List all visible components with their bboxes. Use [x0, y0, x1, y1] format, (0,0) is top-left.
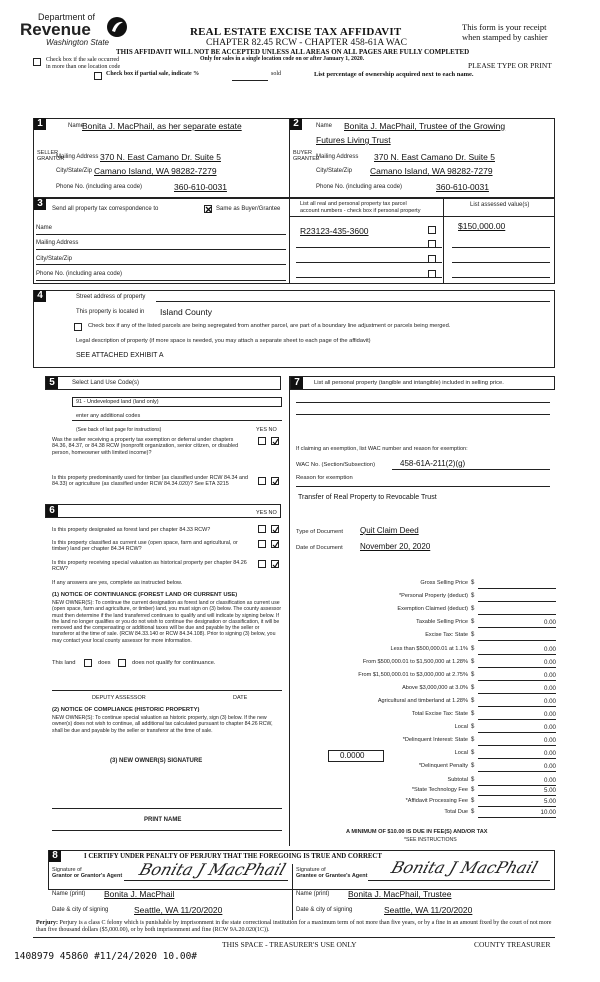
tax-row-value: 0.00 — [543, 776, 556, 784]
s6-question-3: Is this property receiving special valuation as historical property per chapter 84.26 RCW? — [52, 560, 247, 573]
s6-q2-yes[interactable] — [258, 540, 266, 548]
parcel-line-2[interactable] — [296, 247, 442, 248]
tax-row-value: 0.00 — [543, 750, 556, 758]
exhibit-field[interactable]: SEE ATTACHED EXHIBIT A — [76, 352, 164, 359]
corr-mail-label: Mailing Address — [36, 240, 79, 246]
assessor-date-label: DATE — [233, 695, 248, 701]
this-land-label: This land — [52, 660, 76, 666]
personal-property-checkbox-4[interactable] — [428, 270, 436, 278]
partial-percent-line[interactable] — [232, 80, 268, 81]
tax-row-line[interactable] — [478, 588, 556, 589]
tax-dollar-sign: $ — [471, 750, 475, 757]
personal-property-label: List all personal property (tangible and intangible) included in selling price. — [314, 380, 504, 386]
tax-row-line[interactable] — [478, 667, 556, 668]
corr-mail-line[interactable] — [36, 249, 286, 250]
tax-row-label: Less than $500,000.01 at 1.1% — [390, 645, 468, 652]
tax-row-line[interactable] — [478, 795, 556, 796]
personal-property-checkbox-1[interactable] — [428, 226, 436, 234]
wac-label: WAC No. (Section/Subsection) — [296, 462, 376, 468]
tax-dollar-sign: $ — [471, 671, 475, 678]
county-field[interactable]: Island County — [160, 307, 212, 317]
buyer-city-field[interactable]: Camano Island, WA 98282-7279 — [370, 166, 493, 176]
same-as-buyer-label: Same as Buyer/Grantee — [216, 206, 281, 212]
please-type-note: PLEASE TYPE OR PRINT — [468, 61, 552, 70]
notice-compliance-title: (2) NOTICE OF COMPLIANCE (HISTORIC PROPERTY) — [52, 707, 200, 713]
section-6-number: 6 — [46, 505, 58, 517]
tax-dollar-sign: $ — [471, 593, 475, 600]
s6-yes-no: YES NO — [256, 510, 277, 516]
grantor-date-label: Date & city of signing — [52, 907, 109, 913]
corr-name-label: Name — [36, 225, 53, 231]
minimum-fee-note: A MINIMUM OF $10.00 IS DUE IN FEE(S) AND/OR TAX — [346, 829, 488, 835]
grantor-sig-label: Signature of — [52, 867, 82, 873]
segregated-label: Check box if any of the listed parcels are being segregated from another parcel, are part of a boundary line adjustment or parcels being merged. — [88, 323, 451, 329]
land-does-checkbox[interactable] — [84, 659, 92, 667]
section-8-number: 8 — [49, 850, 61, 862]
dor-logo-icon — [106, 16, 128, 38]
print-name-label: PRINT NAME — [144, 817, 182, 823]
grantee-name-label: Name (print) — [296, 891, 330, 897]
s5-q2-yes[interactable] — [258, 477, 266, 485]
assessed-divider — [443, 198, 444, 284]
seller-city-field[interactable]: Camano Island, WA 98282-7279 — [94, 166, 217, 176]
section-7-number: 7 — [291, 377, 303, 389]
reason-line-1[interactable] — [296, 486, 550, 487]
seller-side-label: SELLER GRANTOR — [37, 150, 65, 162]
does-not-label: does not qualify for continuance. — [132, 660, 216, 666]
parcel-line-4[interactable] — [296, 277, 442, 278]
s6-q3-yes[interactable] — [258, 560, 266, 568]
grantor-signature-line[interactable] — [124, 880, 288, 881]
recording-stamp: 1408979 45860 #11/24/2020 10.00# — [14, 951, 198, 962]
tax-row-label: Taxable Selling Price — [416, 619, 468, 626]
tax-row-value: 10.00 — [540, 808, 556, 816]
corr-name-line[interactable] — [36, 234, 286, 235]
corr-city-label: City/State/Zip — [36, 256, 73, 262]
tax-row-line[interactable] — [478, 693, 556, 694]
s5-q1-yes[interactable] — [258, 437, 266, 445]
personal-property-checkbox-3[interactable] — [428, 255, 436, 263]
tax-dollar-sign: $ — [471, 763, 475, 770]
assessed-value-field[interactable]: $150,000.00 — [458, 221, 506, 231]
certify-statement: I CERTIFY UNDER PENALTY OF PERJURY THAT THE FOREGOING IS TRUE AND CORRECT — [84, 853, 382, 860]
seller-phone-label: Phone No. (including area code) — [56, 184, 143, 190]
tax-row-value: 5.00 — [543, 787, 556, 795]
section-3-header-rule — [290, 216, 555, 217]
parcel-number-field[interactable]: R23123-435-3600 — [300, 226, 369, 236]
grantor-signature: Bonita J MacPhail — [136, 860, 289, 879]
if-any-yes-note: If any answers are yes, complete as instructed below. — [52, 580, 183, 586]
deputy-assessor-label: DEPUTY ASSESSOR — [92, 695, 146, 701]
tax-row-label: Total Due — [444, 808, 468, 815]
s5-question-1: Was the seller receiving a property tax exemption or deferral under chapters 84.36, 84.37, or 84.38 RCW (nonprofit organization, senior citizen, or disabled person, homeowner with limited income)? — [52, 437, 239, 456]
tax-dollar-sign: $ — [471, 632, 475, 639]
tax-row-label: Local — [454, 750, 468, 757]
tax-row-value: 0.00 — [543, 619, 556, 627]
grantee-sig-label: Signature of — [296, 867, 326, 873]
tax-local-value: 0.00 — [543, 724, 556, 732]
personal-property-line-2[interactable] — [296, 414, 550, 415]
grantor-name-label: Name (print) — [52, 891, 86, 897]
grantee-signature-line[interactable] — [368, 880, 550, 881]
see-instructions-note: *SEE INSTRUCTIONS — [404, 837, 457, 843]
buyer-name-label: Name — [316, 123, 333, 129]
buyer-mail-label: Mailing Address — [316, 154, 359, 160]
seller-city-label: City/State/Zip — [56, 168, 93, 174]
partial-sale-checkbox[interactable] — [94, 72, 102, 80]
corr-city-line[interactable] — [36, 264, 286, 265]
doc-type-field[interactable]: Quit Claim Deed — [360, 526, 419, 535]
tax-row-label: From $1,500,000.01 to $3,000,000 at 2.75% — [358, 671, 468, 678]
section-8-divider — [292, 864, 293, 920]
tax-dollar-sign: $ — [471, 808, 475, 815]
seller-phone-field[interactable]: 360-610-0031 — [174, 182, 227, 192]
grantee-signature: Bonita J MacPhail — [388, 858, 541, 877]
tax-row-value: 5.00 — [543, 798, 556, 806]
grantor-sig-label-2: Grantor or Grantor's Agent — [52, 873, 123, 879]
grantee-sig-label-2: Grantee or Grantee's Agent — [296, 873, 368, 879]
s5-yes-no: YES NO — [256, 427, 277, 433]
receipt-note: This form is your receipt — [462, 22, 547, 32]
tax-row-line[interactable] — [478, 771, 556, 772]
tax-row-line[interactable] — [478, 758, 556, 759]
grantee-date-field[interactable]: Seattle, WA 11/20/2020 — [384, 905, 473, 915]
notice-continuance-title: (1) NOTICE OF CONTINUANCE (FOREST LAND OR CURRENT USE) — [52, 592, 238, 598]
tax-row-line[interactable] — [478, 614, 556, 615]
s6-q1-no[interactable] — [271, 525, 279, 533]
tax-row-label: *Personal Property (deduct) — [398, 593, 468, 600]
tax-row-label: Gross Selling Price — [420, 580, 468, 586]
grantee-name-field[interactable]: Bonita J. MacPhail, Trustee — [348, 889, 452, 899]
tax-dollar-sign: $ — [471, 658, 475, 665]
buyer-phone-label: Phone No. (including area code) — [316, 184, 403, 190]
land-does-not-checkbox[interactable] — [118, 659, 126, 667]
personal-property-checkbox-2[interactable] — [428, 240, 436, 248]
form-subtitle: CHAPTER 82.45 RCW - CHAPTER 458-61A WAC — [206, 38, 408, 48]
notice-continuance-body: NEW OWNER(S): To continue the current designation as forest land or classification as current use (open space, farm and agriculture, or timber) land, you must sign on (3) below. The county assessor must then determine if the land transferred continues to qualify and will indicate by signing below. If the land no longer qualifies or you do not wish to continue the designation or classification, it will be removed and the compensating or additional taxes will be due and payable by the seller or transferor at the time of sale. (RCW 84.33.140 or RCW 84.34.108). Prior to signing (3) below, you may contact your local county assessor for more information. — [52, 600, 282, 644]
partial-sale-label: Check box if partial sale, indicate % — [106, 71, 200, 77]
tax-row-label: *State Technology Fee — [411, 787, 468, 794]
tax-row-label: Subtotal — [447, 776, 468, 783]
assessed-header: List assessed value(s) — [470, 202, 530, 208]
tax-row-line[interactable] — [478, 719, 556, 720]
print-name-line[interactable] — [52, 830, 282, 831]
tax-row-value: 0.00 — [543, 645, 556, 653]
ownership-note: List percentage of ownership acquired next to each name. — [314, 71, 474, 78]
treasurer-space-label: THIS SPACE - TREASURER'S USE ONLY — [222, 940, 357, 949]
same-as-buyer-checkbox[interactable] — [204, 205, 212, 213]
tax-row-line[interactable] — [478, 680, 556, 681]
tax-row-line[interactable] — [478, 601, 556, 602]
seller-mail-label: Mailing Address — [56, 154, 99, 160]
doc-date-label: Date of Document — [296, 545, 343, 551]
tax-dollar-sign: $ — [471, 645, 475, 652]
logo-dept-text: Department of — [38, 12, 96, 22]
perjury-label: Perjury: — [36, 920, 58, 926]
buyer-mail-field[interactable]: 370 N. East Camano Dr. Suite 5 — [374, 152, 495, 162]
buyer-city-label: City/State/Zip — [316, 168, 353, 174]
tax-row-label: Agricultural and timberland at 1.28% — [377, 697, 468, 704]
section-4-number: 4 — [34, 290, 46, 302]
wac-line — [392, 469, 550, 470]
section-1-number: 1 — [34, 118, 46, 130]
tax-row-label: Above $3,000,000 at 3.0% — [402, 684, 468, 691]
tax-row-line[interactable] — [478, 817, 556, 818]
buyer-side-label: BUYER GRANTEE — [293, 150, 320, 162]
s6-q3-no[interactable] — [271, 560, 279, 568]
tax-dollar-sign: $ — [471, 776, 475, 783]
street-address-label: Street address of property — [76, 294, 146, 300]
tax-row-label: Exemption Claimed (deduct) — [397, 606, 468, 613]
tax-row-value: 0.00 — [543, 711, 556, 718]
located-in-label: This property is located in — [76, 309, 145, 315]
tax-row-line[interactable] — [478, 745, 556, 746]
tax-dollar-sign: $ — [471, 787, 475, 794]
tax-row-line[interactable] — [478, 785, 556, 786]
tax-row-line[interactable] — [478, 654, 556, 655]
s5-q1-no[interactable] — [271, 437, 279, 445]
tax-row-line[interactable] — [478, 640, 556, 641]
buyer-name-field[interactable]: Bonita J. MacPhail, Trustee of the Growing — [344, 121, 506, 131]
logo-state-text: Washington State — [46, 38, 110, 47]
doc-date-field[interactable]: November 20, 2020 — [360, 542, 431, 551]
claiming-exemption-label: If claiming an exemption, list WAC number and reason for exemption: — [296, 446, 468, 452]
tax-row-label: Excise Tax: State — [425, 632, 468, 639]
tax-dollar-sign: $ — [471, 697, 475, 704]
section-2-number: 2 — [290, 118, 302, 130]
logo-revenue-text: Revenue — [20, 20, 91, 39]
tax-dollar-sign: $ — [471, 798, 475, 805]
seller-mail-field[interactable]: 370 N. East Camano Dr. Suite 5 — [100, 152, 221, 162]
section-3-number: 3 — [34, 198, 46, 210]
parcel-line-3[interactable] — [296, 262, 442, 263]
tax-dollar-sign: $ — [471, 684, 475, 691]
tax-row-label: *Delinquent Penalty — [418, 763, 468, 770]
tax-local-label: Local — [454, 724, 468, 731]
send-correspondence-label: Send all property tax correspondence to — [52, 206, 159, 212]
grantor-name-field[interactable]: Bonita J. MacPhail — [104, 889, 175, 899]
corr-phone-line[interactable] — [36, 280, 286, 281]
deputy-assessor-line[interactable] — [52, 690, 282, 691]
tax-row-label: *Delinquent Interest: State — [402, 737, 468, 744]
additional-codes-label: enter any additional codes — [76, 413, 141, 419]
assessed-line-4[interactable] — [452, 277, 550, 278]
tax-dollar-sign: $ — [471, 711, 475, 717]
seller-name-field[interactable]: Bonita J. MacPhail, as her separate estate — [82, 121, 242, 131]
tax-dollar-sign: $ — [471, 619, 475, 626]
tax-row-value: 0.00 — [543, 737, 556, 745]
footer-rule — [33, 937, 555, 938]
section-5-number: 5 — [46, 377, 58, 389]
tax-row-value: 0.00 — [543, 671, 556, 679]
assessed-line-2[interactable] — [452, 247, 550, 248]
wac-field[interactable]: 458-61A-211(2)(g) — [400, 459, 466, 468]
perjury-text: Perjury is a class C felony which is punishable by imprisonment in the state correctional institution for a maximum term of not more than five years, or by a fine in an amount fixed by the court of not more than five thousand dollars ($5,000.00), or by both imprisonment and fine (RCW 9A.20.020(1C)). — [36, 920, 552, 934]
does-label: does — [98, 660, 111, 666]
section-6-header — [45, 504, 281, 518]
new-owner-signature-line[interactable] — [52, 808, 282, 809]
parcel-header-2: account numbers - check box if personal property — [300, 208, 421, 214]
doc-type-label: Type of Document — [296, 529, 344, 535]
tax-dollar-sign: $ — [471, 737, 475, 744]
tax-row-value: 0.00 — [543, 697, 556, 705]
form-warning: THIS AFFIDAVIT WILL NOT BE ACCEPTED UNLESS ALL AREAS ON ALL PAGES ARE FULLY COMPLETED — [116, 48, 470, 56]
form-title: REAL ESTATE EXCISE TAX AFFIDAVIT — [190, 26, 402, 38]
street-address-line[interactable] — [156, 301, 550, 302]
corr-phone-label: Phone No. (including area code) — [36, 271, 123, 277]
s6-q2-no[interactable] — [271, 540, 279, 548]
parties-divider — [289, 118, 290, 198]
land-use-value: 91 - Undeveloped land (land only) — [76, 399, 159, 405]
tax-dollar-sign: $ — [471, 724, 475, 731]
reason-label: Reason for exemption — [296, 475, 353, 481]
section-3-divider — [289, 198, 290, 284]
additional-codes-line[interactable] — [72, 420, 282, 421]
reason-field[interactable]: Transfer of Real Property to Revocable Trust — [298, 494, 437, 501]
tax-row-label: Total Excise Tax: State — [411, 711, 468, 717]
tax-row-line[interactable] — [478, 806, 556, 807]
assessed-line-3[interactable] — [452, 262, 550, 263]
s5-q2-no[interactable] — [271, 477, 279, 485]
tax-row-value: 0.00 — [543, 684, 556, 692]
buyer-phone-field[interactable]: 360-610-0031 — [436, 182, 489, 192]
parcel-header: List all real and personal property tax parcel — [300, 201, 407, 207]
tax-row-label: From $500,000.01 to $1,500,000 at 1.28% — [362, 658, 468, 665]
multi-location-label-2: in more than one location code — [46, 64, 121, 70]
multi-location-label: Check box if the sale occurred — [46, 57, 120, 63]
local-rate-field: 0.0000 — [340, 751, 365, 760]
perjury-notice — [36, 920, 560, 935]
county-treasurer-label: COUNTY TREASURER — [474, 940, 551, 949]
tax-row-value: 0.00 — [543, 658, 556, 666]
s6-question-2: Is this property classified as current use (open space, farm and agricultural, or timber) land per chapter 84.34 RCW? — [52, 540, 238, 553]
legal-description-label: Legal description of property (if more space is needed, you may attach a separate sheet to each page of the affidavit) — [76, 338, 371, 344]
personal-property-line-1[interactable] — [296, 402, 550, 403]
grantor-date-field[interactable]: Seattle, WA 11/20/2020 — [134, 905, 223, 915]
single-location-note: Only for sales in a single location code on or after January 1, 2020. — [200, 56, 365, 62]
s5-question-2: Is this property predominantly used for timber (as classified under RCW 84.34 and 84.33) or agriculture (as classified under RCW 84.34.020)? See ETA 3215 — [52, 475, 248, 488]
middle-divider — [289, 376, 290, 846]
segregated-checkbox[interactable] — [74, 323, 82, 331]
tax-row-line[interactable] — [478, 706, 556, 707]
land-use-label: Select Land Use Code(s) — [72, 380, 140, 386]
receipt-note-2: when stamped by cashier — [462, 32, 548, 42]
tax-dollar-sign: $ — [471, 606, 475, 613]
seller-name-label: Name — [68, 123, 85, 129]
notice-compliance-body: NEW OWNER(S): To continue special valuation as historic property, sign (3) below. If the new owner(s) does not wish to continue, all additional tax calculated pursuant to chapter 84.26 RCW, shall be due and payable by the seller or transferor at the time of sale. — [52, 715, 273, 734]
s6-question-1: Is this property designated as forest land per chapter 84.33 RCW? — [52, 527, 211, 533]
new-owner-signature-label: (3) NEW OWNER(S) SIGNATURE — [110, 758, 203, 764]
buyer-name-field-2[interactable]: Futures Living Trust — [316, 135, 391, 145]
see-back-note: (See back of last page for instructions) — [76, 427, 162, 433]
tax-row-value: 0.00 — [543, 763, 556, 771]
grantee-date-label: Date & city of signing — [296, 907, 353, 913]
multi-location-checkbox[interactable] — [33, 58, 41, 66]
tax-dollar-sign: $ — [471, 580, 475, 586]
tax-row-line[interactable] — [478, 627, 556, 628]
tax-row-label: *Affidavit Processing Fee — [405, 798, 468, 805]
s6-q1-yes[interactable] — [258, 525, 266, 533]
tax-row-line[interactable] — [478, 732, 556, 733]
sold-label: sold — [271, 71, 282, 77]
